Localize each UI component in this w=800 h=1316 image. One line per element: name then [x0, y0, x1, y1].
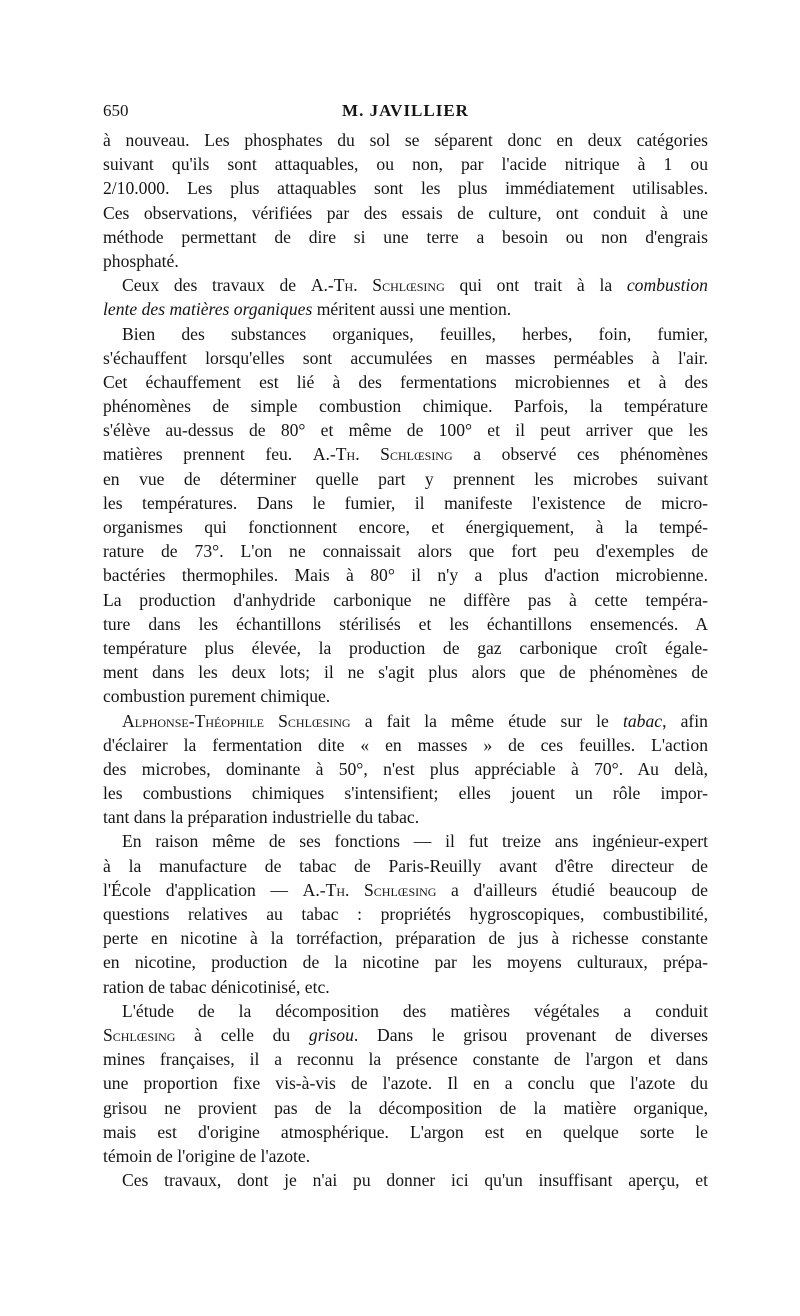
text-run: . Dans le grisou provenant de diverses: [353, 1024, 708, 1045]
text-run: L'étude de la décomposition des matières végétales a conduit: [122, 1000, 708, 1021]
text-run: qui ont trait à la: [444, 275, 627, 296]
text-run: 2/10.000. Les plus attaquables sont les plus immédiatement utilisables.: [103, 178, 708, 199]
text-run: perte en nicotine à la torréfaction, préparation de jus à richesse constante: [103, 928, 708, 949]
text-line: [103, 418, 708, 442]
text-line: [103, 273, 708, 297]
text-line: [103, 394, 708, 418]
text-run: questions relatives au tabac : propriétés hygroscopiques, combustibilité,: [103, 904, 708, 924]
text-run: matières prennent feu.: [103, 444, 313, 465]
text-run: rature de 73°. L'on ne connaissait alors que fort peu d'exemples de: [103, 541, 708, 562]
text-line: [103, 1047, 708, 1071]
text-line: [103, 297, 708, 321]
text-line: [103, 878, 708, 902]
text-line: [103, 128, 708, 152]
text-run: témoin de l'origine de l'azote.: [103, 1145, 311, 1166]
italic-term: tabac: [622, 710, 663, 731]
text-run: s'élève au-dessus de 80° et même de 100° et il peut arriver que les: [103, 420, 708, 441]
text-line: [103, 829, 708, 853]
text-run: en vue de déterminer quelle part y prennent les microbes suivant: [103, 468, 708, 489]
text-run: tant dans la préparation industrielle du tabac.: [103, 807, 420, 828]
text-run: Ceux des travaux de: [122, 275, 311, 296]
text-run: les combustions chimiques s'intensifient; elles jouent un rôle impor-: [103, 783, 708, 804]
text-line: [103, 999, 708, 1023]
text-line: [103, 805, 708, 829]
text-run: Cet échauffement est lié à des fermentations microbiennes et à des: [103, 371, 708, 392]
author-name: A.-Th. Schlœsing: [312, 444, 453, 465]
text-run: température plus élevée, la production de gaz carbonique croît égale-: [103, 637, 708, 658]
text-line: [103, 1168, 708, 1192]
text-line: [103, 588, 708, 612]
text-run: d'éclairer la fermentation dite « en masses » de ces feuilles. L'action: [103, 734, 708, 755]
text-line: [103, 950, 708, 974]
italic-term: grisou: [308, 1024, 354, 1045]
text-line: [103, 539, 708, 563]
text-run: Ces travaux, dont je n'ai pu donner ici qu'un insuffisant aperçu, et: [122, 1170, 708, 1191]
text-run: méritent aussi une mention.: [312, 299, 512, 320]
italic-term: lente des matières organiques: [103, 299, 313, 320]
text-run: mines françaises, il a reconnu la présence constante de l'argon et dans: [103, 1049, 708, 1070]
text-run: une proportion fixe vis-à-vis de l'azote. Il en a conclu que l'azote du: [103, 1073, 708, 1094]
text-run: en nicotine, production de la nicotine par les moyens culturaux, prépa-: [103, 952, 708, 973]
author-name: Alphonse-Théophile Schlœsing: [122, 710, 351, 731]
text-line: [103, 902, 708, 926]
text-run: bactéries thermophiles. Mais à 80° il n'y a plus d'action microbienne.: [103, 565, 708, 586]
text-run: a fait la même étude sur le: [350, 710, 623, 731]
text-run: suivant qu'ils sont attaquables, ou non, par l'acide nitrique à 1 ou: [103, 154, 708, 175]
text-line: [103, 370, 708, 394]
text-line: [103, 757, 708, 781]
italic-term: combustion: [626, 275, 708, 296]
text-run: , afin: [662, 710, 708, 731]
text-run: les températures. Dans le fumier, il manifeste l'existence de micro-: [103, 492, 708, 513]
text-line: [103, 709, 708, 733]
text-run: s'échauffent lorsqu'elles sont accumulées en masses perméables à l'air.: [103, 347, 708, 368]
text-run: ment dans les deux lots; il ne s'agit plus alors que de phénomènes de: [103, 662, 708, 683]
text-line: [103, 975, 708, 999]
text-line: [103, 733, 708, 757]
text-line: [103, 467, 708, 491]
text-run: méthode permettant de dire si une terre a besoin ou non d'engrais: [103, 226, 708, 247]
text-run: l'École d'application —: [103, 879, 303, 900]
text-run: a observé ces phénomènes: [452, 444, 708, 465]
author-name: A.-Th. Schlœsing: [310, 275, 445, 296]
text-line: [103, 1120, 708, 1144]
text-line: [103, 515, 708, 539]
text-line: [103, 660, 708, 684]
text-line: [103, 1071, 708, 1095]
text-run: phénomènes de simple combustion chimique. Parfois, la température: [103, 396, 708, 417]
text-line: [103, 249, 708, 273]
text-line: [103, 1096, 708, 1120]
text-run: a d'ailleurs étudié beaucoup de: [436, 879, 708, 900]
page-number: 650: [103, 101, 129, 120]
body-text: [103, 128, 708, 1192]
text-run: La production d'anhydride carbonique ne diffère pas à cette tempéra-: [103, 589, 708, 610]
text-line: [103, 176, 708, 200]
text-run: En raison même de ses fonctions — il fut treize ans ingénieur-expert: [122, 831, 708, 852]
text-line: [103, 1023, 708, 1047]
text-run: ture dans les échantillons stérilisés et les échantillons ensemencés. A: [103, 613, 708, 634]
text-line: [103, 636, 708, 660]
text-line: [103, 322, 708, 346]
text-line: [103, 201, 708, 225]
text-run: à la manufacture de tabac de Paris-Reuilly avant d'être directeur de: [103, 855, 708, 876]
text-run: des microbes, dominante à 50°, n'est plus appréciable à 70°. Au delà,: [103, 758, 708, 779]
text-run: à nouveau. Les phosphates du sol se séparent donc en deux catégories: [103, 130, 708, 150]
text-run: mais est d'origine atmosphérique. L'argon est en quelque sorte le: [103, 1121, 708, 1142]
author-name: A.-Th. Schlœsing: [302, 879, 437, 900]
text-line: [103, 563, 708, 587]
text-line: [103, 684, 708, 708]
text-line: [103, 491, 708, 515]
text-line: [103, 442, 708, 466]
text-run: Bien des substances organiques, feuilles, herbes, foin, fumier,: [122, 323, 708, 344]
page-header: [103, 101, 708, 125]
text-run: combustion purement chimique.: [103, 686, 331, 707]
text-run: Ces observations, vérifiées par des essais de culture, ont conduit à une: [103, 202, 708, 223]
text-line: [103, 854, 708, 878]
text-run: grisou ne provient pas de la décomposition de la matière organique,: [103, 1097, 708, 1118]
text-line: [103, 781, 708, 805]
text-line: [103, 1144, 708, 1168]
text-line: [103, 926, 708, 950]
text-line: [103, 225, 708, 249]
text-line: [103, 346, 708, 370]
text-line: [103, 152, 708, 176]
text-run: phosphaté.: [103, 250, 179, 271]
text-run: ration de tabac dénicotinisé, etc.: [103, 976, 330, 997]
text-line: [103, 612, 708, 636]
text-run: organismes qui fonctionnent encore, et énergiquement, à la tempé-: [103, 517, 708, 537]
text-run: à celle du: [175, 1024, 309, 1045]
author-name: Schlœsing: [103, 1024, 176, 1045]
running-head: M. JAVILLIER: [342, 101, 469, 120]
